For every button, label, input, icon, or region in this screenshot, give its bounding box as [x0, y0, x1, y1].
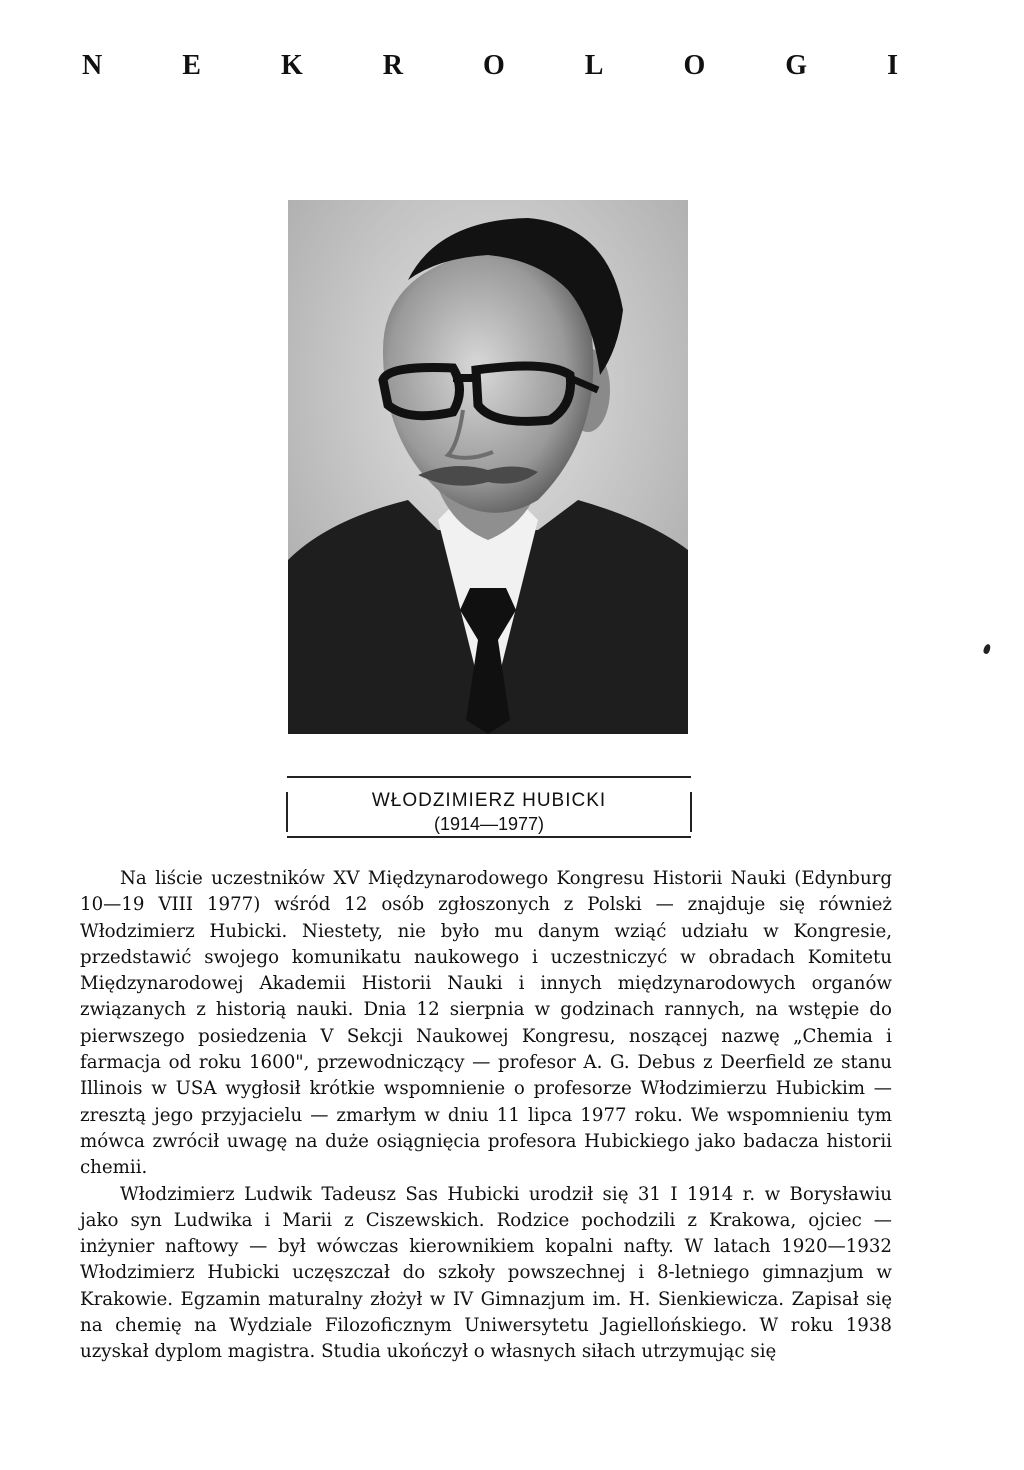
ink-speck [982, 643, 991, 654]
caption-box [287, 776, 691, 838]
portrait-photo [288, 200, 688, 734]
heading-letter: K [280, 50, 303, 81]
heading-letter: N [82, 50, 103, 81]
person-name: WŁODZIMIERZ HUBICKI [371, 790, 607, 811]
heading-letter: I [887, 50, 898, 81]
heading-letter: O [483, 50, 505, 81]
section-heading [80, 46, 900, 86]
life-dates: (1914—1977) [433, 814, 545, 834]
article-body [80, 866, 892, 1366]
paragraph: Na liście uczestników XV Międzynarodowego Kongresu Historii Nauki (Edynburg 10—19 VIII 1977) wśród 12 osób zgłoszonych z Polski — znajduje się również Włodzimierz Hubicki. Niestety, nie było mu danym wziąć udziału w Kongresie, przedstawić swojego komunikatu naukowego i uczestniczyć w obradach Komitetu Międzynarodowej Akademii Historii Nauki i innych międzynarodowych organów związanych z historią nauki. Dnia 12 sierpnia w godzinach rannych, na wstępie do pierwszego posiedzenia V Sekcji Naukowej Kongresu, noszącej nazwę „Chemia i farmacja od roku 1600", przewodniczący — profesor A. G. Debus z Deerfield ze stanu Illinois w USA wygłosił krótkie wspomnienie o profesorze Włodzimierzu Hubickim — zresztą jego przyjacielu — zmarłym w dniu 11 lipca 1977 roku. We wspomnieniu tym mówca zwrócił uwagę na duże osiągnięcia profesora Hubickiego jako badacza historii chemii. [80, 868, 892, 1179]
portrait-illustration [288, 200, 688, 734]
heading-letter: L [584, 50, 604, 81]
heading-letter: G [785, 50, 808, 81]
heading-letter: R [382, 50, 403, 81]
heading-letter: O [683, 50, 706, 81]
paragraph: Włodzimierz Ludwik Tadeusz Sas Hubicki urodził się 31 I 1914 r. w Borysławiu jako syn Ludwika i Marii z Ciszewskich. Rodzice pochodzili z Krakowa, ojciec — inżynier naftowy — był wówczas kierownikiem kopalni nafty. W latach 1920—1932 Włodzimierz Hubicki uczęszczał do szkoły powszechnej i 8-letniego gimnazjum w Krakowie. Egzamin maturalny złożył w IV Gimnazjum im. H. Sienkiewicza. Zapisał się na chemię na Wydziale Filozoficznym Uniwersytetu Jagiellońskiego. W roku 1938 uzyskał dyplom magistra. Studia ukończył o własnych siłach utrzymując się [80, 1183, 892, 1363]
heading-letter: E [182, 50, 201, 81]
